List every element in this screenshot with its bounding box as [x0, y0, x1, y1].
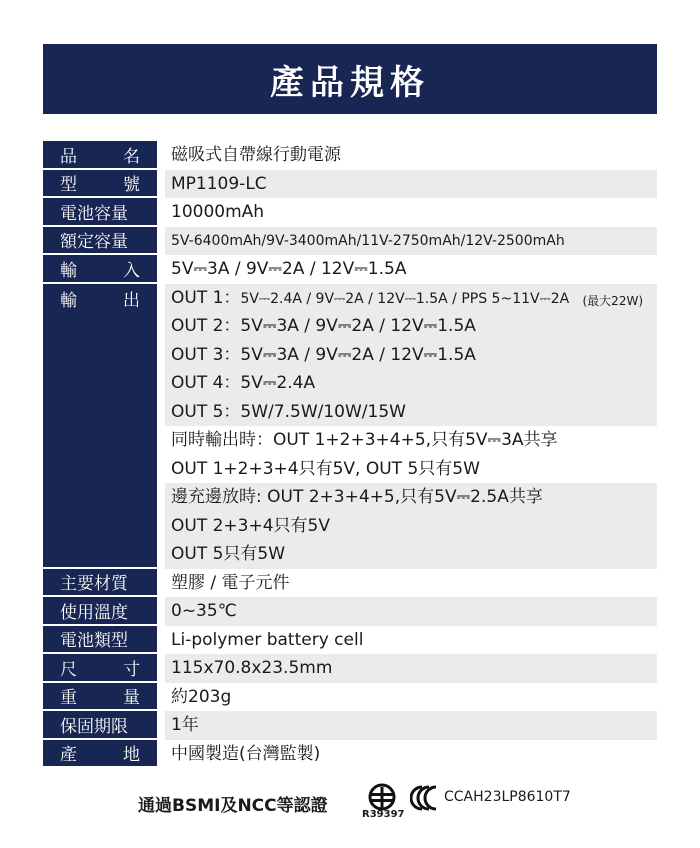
- output-line: OUT 1+2+3+4只有5V, OUT 5只有5W: [171, 458, 480, 479]
- spec-value: 1年: [165, 711, 657, 740]
- spec-label: 使用溫度: [43, 597, 157, 626]
- spec-row-model: [43, 170, 657, 199]
- spec-row-rated: [43, 227, 657, 256]
- spec-row-output: [43, 284, 657, 569]
- output-values: [165, 284, 657, 569]
- spec-value: 磁吸式自帶線行動電源: [171, 145, 341, 165]
- spec-label: 額定容量: [43, 227, 157, 256]
- output-line: OUT 2+3+4只有5V: [165, 512, 657, 541]
- spec-row-size: [43, 654, 657, 683]
- output-line: 同時輸出時：OUT 1+2+3+4+5,只有5V⎓3A共享: [171, 430, 558, 450]
- spec-value: Li-polymer battery cell: [171, 629, 364, 650]
- spec-label: 重 量: [43, 683, 157, 712]
- spec-label: 電池類型: [43, 626, 157, 655]
- page-title: 產品規格: [270, 62, 430, 103]
- spec-label: 主要材質: [43, 569, 157, 598]
- spec-label: 品 名: [43, 141, 157, 170]
- spec-label: 尺 寸: [43, 654, 157, 683]
- spec-value: 115x70.8x23.5mm: [165, 654, 657, 683]
- spec-row-temp: [43, 597, 657, 626]
- spec-row-material: [43, 569, 657, 598]
- spec-label: 輸 入: [43, 255, 157, 284]
- certification-text: 通過BSMI及NCC等認證: [138, 796, 328, 816]
- spec-value: 約203g: [171, 686, 232, 707]
- spec-value: 0~35℃: [165, 597, 657, 626]
- spec-row-input: [43, 255, 657, 284]
- spec-value: 5V-6400mAh/9V-3400mAh/11V-2750mAh/12V-2500mAh: [165, 227, 657, 256]
- ncc-mark-icon: [410, 785, 444, 811]
- output-note: (最大22W): [582, 293, 643, 308]
- spec-value: 10000mAh: [171, 202, 265, 222]
- spec-label: 產 地: [43, 740, 157, 769]
- spec-row-warranty: [43, 711, 657, 740]
- spec-value: 中國製造(台灣監製): [171, 743, 321, 764]
- spec-value: 塑膠 / 電子元件: [171, 572, 290, 593]
- spec-value: MP1109-LC: [165, 170, 657, 199]
- output-line: OUT 3：5V⎓3A / 9V⎓2A / 12V⎓1.5A: [165, 341, 657, 370]
- output-line: OUT 4：5V⎓2.4A: [165, 369, 657, 398]
- spec-label: 輸 出: [43, 284, 157, 569]
- spec-row-weight: [43, 683, 657, 712]
- output-line: 邊充邊放時: OUT 2+3+4+5,只有5V⎓2.5A共享: [165, 483, 657, 512]
- certification-footer: [0, 783, 700, 823]
- bsmi-code: R39397: [362, 809, 405, 820]
- spec-label: 保固期限: [43, 711, 157, 740]
- spec-row-name: [43, 141, 657, 170]
- spec-value: 5V⎓3A / 9V⎓2A / 12V⎓1.5A: [171, 259, 407, 279]
- spec-row-battery: [43, 626, 657, 655]
- output-line: OUT 5只有5W: [165, 540, 657, 569]
- spec-table: [43, 141, 657, 768]
- spec-label: 電池容量: [43, 198, 157, 227]
- output-line: OUT 1：5V⎓2.4A / 9V⎓2A / 12V⎓1.5A / PPS 5~11V⎓2A (最大22W): [165, 284, 657, 313]
- output-line: OUT 2：5V⎓3A / 9V⎓2A / 12V⎓1.5A: [165, 312, 657, 341]
- output-line: OUT 5：5W/7.5W/10W/15W: [165, 398, 657, 427]
- spec-label: 型 號: [43, 170, 157, 199]
- title-banner: [43, 44, 657, 114]
- spec-row-capacity: [43, 198, 657, 227]
- spec-row-origin: [43, 740, 657, 769]
- ncc-code: CCAH23LP8610T7: [444, 789, 571, 805]
